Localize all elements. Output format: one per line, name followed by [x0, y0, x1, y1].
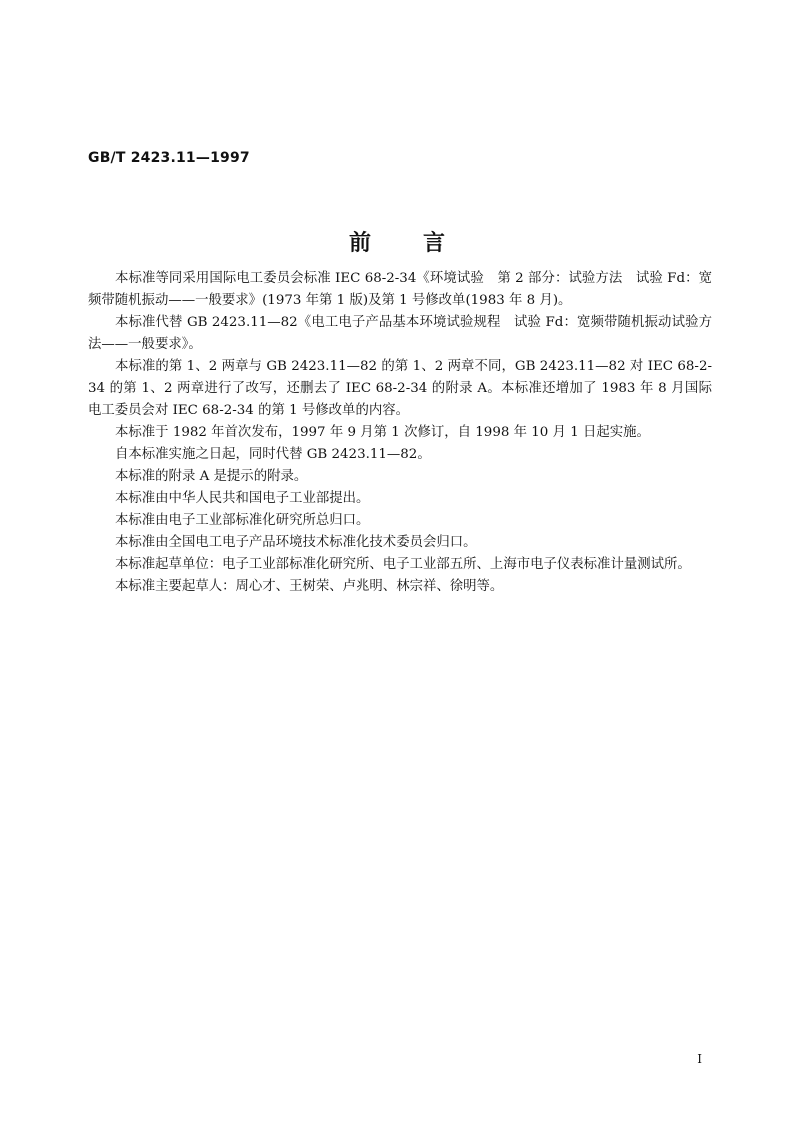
paragraph: 本标准于 1982 年首次发布，1997 年 9 月第 1 次修订，自 1998 年 10 月 1 日起实施。 [115, 425, 650, 440]
paragraph: 本标准等同采用国际电工委员会标准 IEC 68-2-34《环境试验 第 2 部分：试验方法 试验 Fd：宽频带随机振动——一般要求》(1973 年第 1 版)及第 1 号修改单(1983 年 8 月)。 [88, 271, 712, 308]
paragraph: 本标准代替 GB 2423.11—82《电工电子产品基本环境试验规程 试验 Fd：宽频带随机振动试验方法——一般要求》。 [88, 315, 712, 352]
paragraph: 本标准由电子工业部标准化研究所总归口。 [115, 513, 370, 528]
paragraph: 本标准的附录 A 是提示的附录。 [115, 469, 308, 484]
standard-code: GB/T 2423.11—1997 [88, 150, 250, 166]
paragraph: 本标准由全国电工电子产品环境技术标准化技术委员会归口。 [115, 535, 477, 550]
page-title: 前言 [348, 230, 497, 256]
page-number: I [697, 1052, 702, 1066]
paragraph: 本标准由中华人民共和国电子工业部提出。 [115, 491, 370, 506]
paragraph: 自本标准实施之日起，同时代替 GB 2423.11—82。 [115, 447, 431, 462]
paragraph: 本标准起草单位：电子工业部标准化研究所、电子工业部五所、上海市电子仪表标准计量测试所。 [115, 557, 691, 572]
paragraph: 本标准主要起草人：周心才、王树荣、卢兆明、林宗祥、徐明等。 [115, 579, 504, 594]
paragraph: 本标准的第 1、2 两章与 GB 2423.11—82 的第 1、2 两章不同，GB 2423.11—82 对 IEC 68-2-34 的第 1、2 两章进行了改写，还删去了 IEC 68-2-34 的附录 A。本标准还增加了 1983 年 8 月国际电工委员会对 IEC 68-2-34 的第 1 号修改单的内容。 [88, 359, 712, 418]
foreword-body [88, 268, 712, 598]
